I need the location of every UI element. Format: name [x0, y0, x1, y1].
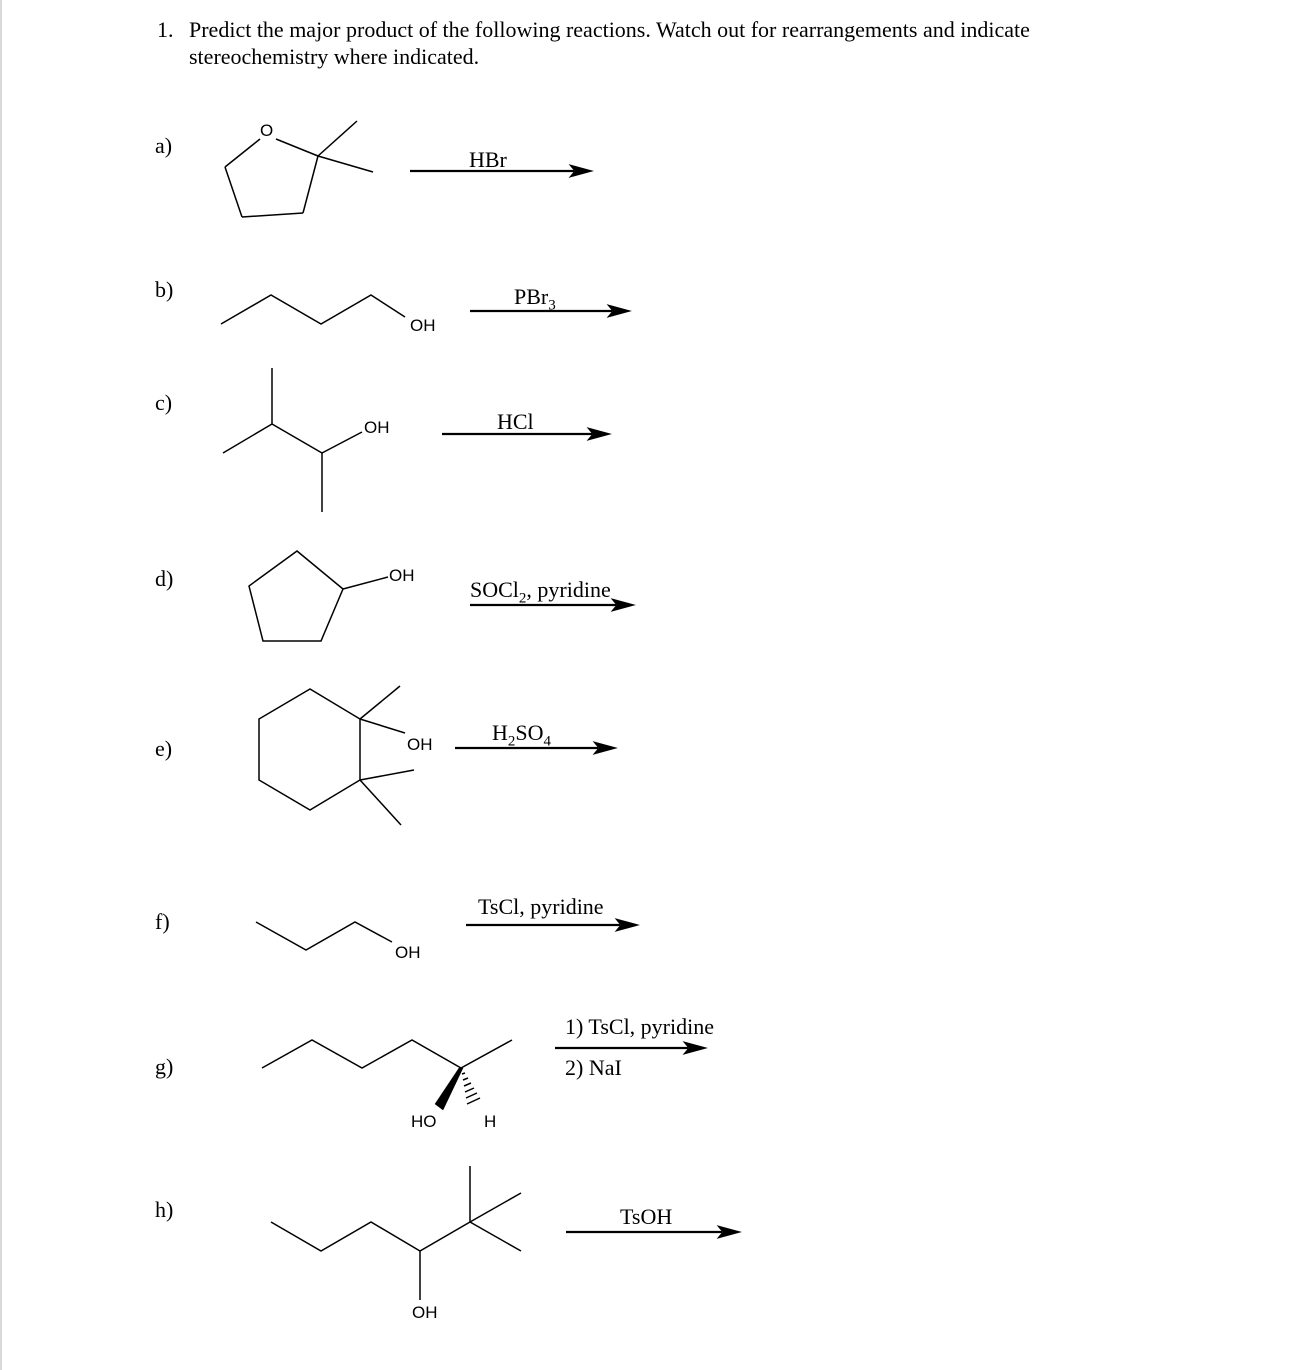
- structure-h: [271, 1166, 521, 1300]
- reagent-e-pre: H: [492, 720, 508, 745]
- reagent-e-subscript-2: 4: [543, 733, 552, 750]
- structure-f: [256, 922, 392, 950]
- reagent-g-line2: 2) NaI: [565, 1055, 622, 1080]
- hash-bond: [462, 1073, 480, 1104]
- reaction-label-h: h): [155, 1197, 174, 1222]
- reaction-label-g: g): [155, 1054, 174, 1079]
- reagent-e: [492, 720, 551, 750]
- structure-c: [223, 368, 362, 512]
- reagent-b-main: PBr: [514, 284, 549, 309]
- atom-oh-f: OH: [395, 943, 421, 962]
- reaction-label-c: c): [155, 390, 173, 415]
- reagent-d-pre: SOCl: [470, 577, 519, 602]
- reagent-d-post: , pyridine: [526, 577, 611, 602]
- reagent-d: [470, 577, 611, 607]
- question-text: Predict the major product of the following reactions. Watch out for rearrangements and indicate stereochemistry where indicated.: [189, 17, 1030, 69]
- reagent-g-line1: 1) TsCl, pyridine: [565, 1014, 714, 1039]
- reaction-label-b: b): [155, 277, 174, 302]
- reagent-e-mid: SO: [515, 720, 544, 745]
- reaction-label-d: d): [155, 566, 174, 591]
- structure-d: [249, 551, 388, 641]
- question-number: 1.: [157, 17, 174, 42]
- reagent-b: [514, 284, 556, 314]
- reagent-d-subscript: 2: [518, 590, 527, 607]
- arrow-f: [466, 919, 638, 931]
- reaction-label-e: e): [155, 736, 173, 761]
- reaction-label-f: f): [155, 909, 170, 934]
- structure-e: [259, 686, 414, 825]
- atom-ho-g: HO: [411, 1112, 437, 1131]
- atom-oxygen-a: O: [260, 121, 274, 140]
- atom-h-g: H: [484, 1112, 497, 1131]
- atom-oh-c: OH: [364, 418, 390, 437]
- atom-oh-b: OH: [410, 316, 436, 335]
- structure-b: [221, 295, 405, 324]
- structure-a: [225, 121, 373, 217]
- atom-oh-e: OH: [407, 735, 433, 754]
- reagent-c: HCl: [497, 409, 534, 434]
- reagent-e-subscript-1: 2: [507, 733, 516, 750]
- reagent-a: HBr: [469, 147, 507, 172]
- structure-g: [262, 1040, 512, 1110]
- reagent-b-subscript: 3: [548, 297, 556, 314]
- arrow-g: [555, 1042, 706, 1054]
- atom-oh-h: OH: [412, 1303, 438, 1322]
- atom-oh-d: OH: [389, 566, 415, 585]
- reagent-f: TsCl, pyridine: [478, 894, 604, 919]
- reaction-label-a: a): [155, 133, 173, 158]
- reagent-h: TsOH: [620, 1204, 673, 1229]
